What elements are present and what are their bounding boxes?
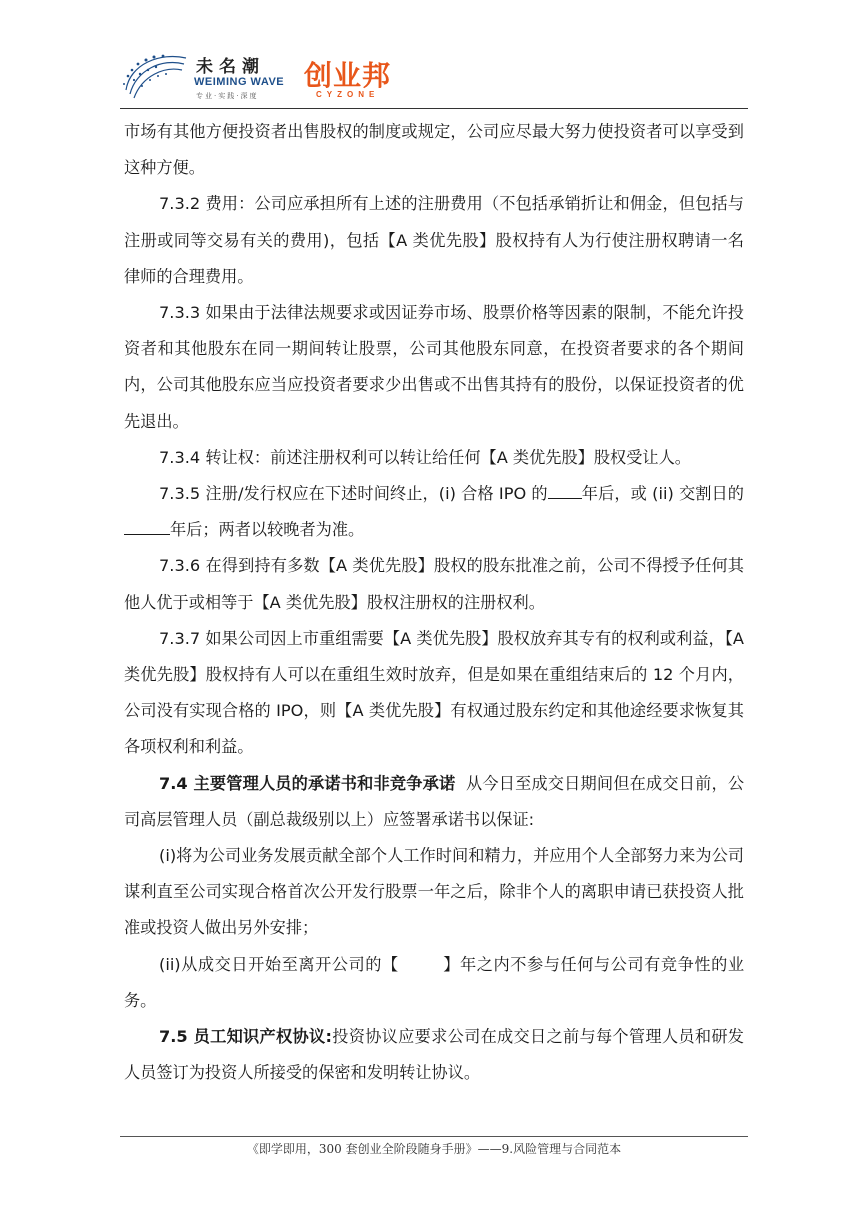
logo-tagline: 专业·实践·深度 bbox=[196, 92, 259, 100]
page-footer: 《即学即用，300 套创业全阶段随身手册》——9.风险管理与合同范本 bbox=[246, 1142, 622, 1156]
cyzone-logo-subtitle: CYZONE bbox=[316, 90, 380, 99]
cyzone-logo: 创业邦 bbox=[304, 59, 392, 92]
paragraph-7-3-7: 7.3.7 如果公司因上市重组需要【A 类优先股】股权放弃其专有的权利或利益，【A 类优先股】股权持有人可以在重组生效时放弃，但是如果在重组结束后的 12 个月内，公司没有实现合格的 IPO，则【A 类优先股】有权通过股东约定和其他途经要求恢复其各项权利和利益。 bbox=[124, 628, 744, 757]
section-7-4-text: 从今日至成交日期间但在成交日前，公司高层管理人员（副总裁级别以上）应签署承诺书以保证: bbox=[124, 773, 745, 829]
blank-line bbox=[124, 518, 170, 535]
paragraph-7-3-2: 7.3.2 费用：公司应承担所有上述的注册费用（不包括承销折让和佣金，但包括与注册或同等交易有关的费用)，包括【A 类优先股】股权持有人为行使注册权聘请一名律师的合理费用。 bbox=[124, 194, 744, 286]
section-7-5-title: 7.5 员工知识产权协议: bbox=[159, 1027, 332, 1047]
paragraph-7-5 bbox=[124, 1019, 744, 1091]
paragraph-7-3-5 bbox=[124, 476, 744, 548]
section-7-4-title: 7.4 主要管理人员的承诺书和非竞争承诺 bbox=[159, 773, 456, 793]
page-header bbox=[120, 40, 748, 106]
commitment-ii-part2: 】年之内不参与任何与公司有竞争性的业务。 bbox=[124, 954, 745, 1010]
paragraph-continuation: 市场有其他方便投资者出售股权的制度或规定，公司应尽最大努力使投资者可以享受到这种方便。 bbox=[124, 122, 744, 178]
document-body bbox=[124, 114, 744, 1091]
paragraph-7-3-6: 7.3.6 在得到持有多数【A 类优先股】股权的股东批准之前，公司不得授予任何其他人优于或相等于【A 类优先股】股权注册权的注册权利。 bbox=[124, 556, 744, 612]
logo-english-name: WEIMING WAVE bbox=[194, 76, 285, 88]
paragraph-7-3-5-part2: 年后，或 (ii) 交割日的 bbox=[581, 484, 744, 504]
blank-line bbox=[548, 482, 582, 499]
paragraph-7-3-4: 7.3.4 转让权：前述注册权利可以转让给任何【A 类优先股】股权受让人。 bbox=[159, 447, 691, 467]
paragraph-7-3-5-part1: 7.3.5 注册/发行权应在下述时间终止，(i) 合格 IPO 的 bbox=[159, 484, 548, 504]
footer-divider bbox=[120, 1136, 748, 1137]
commitment-ii-part1: (ii)从成交日开始至离开公司的【 bbox=[159, 954, 399, 974]
paragraph-7-3-3: 7.3.3 如果由于法律法规要求或因证券市场、股票价格等因素的限制，不能允许投资者和其他股东在同一期间转让股票，公司其他股东同意，在投资者要求的各个期间内，公司其他股东应当应投资者要求少出售或不出售其持有的股份，以保证投资者的优先退出。 bbox=[124, 303, 744, 431]
wave-logo-icon bbox=[120, 46, 190, 102]
paragraph-7-4 bbox=[124, 766, 744, 838]
paragraph-7-3-5-part3: 年后；两者以较晚者为准。 bbox=[170, 520, 365, 540]
section-7-5-text: 投资协议应要求公司在成交日之前与每个管理人员和研发人员签订为投资人所接受的保密和发明转让协议。 bbox=[124, 1027, 744, 1083]
paragraph-commitment-ii bbox=[124, 947, 744, 1019]
header-divider bbox=[120, 108, 748, 109]
logo-chinese-name: 未名潮 bbox=[196, 57, 265, 77]
paragraph-commitment-i: (i)将为公司业务发展贡献全部个人工作时间和精力，并应用个人全部努力来为公司谋利直至公司实现合格首次公开发行股票一年之后，除非个人的离职申请已获投资人批准或投资人做出另外安排； bbox=[124, 846, 744, 938]
